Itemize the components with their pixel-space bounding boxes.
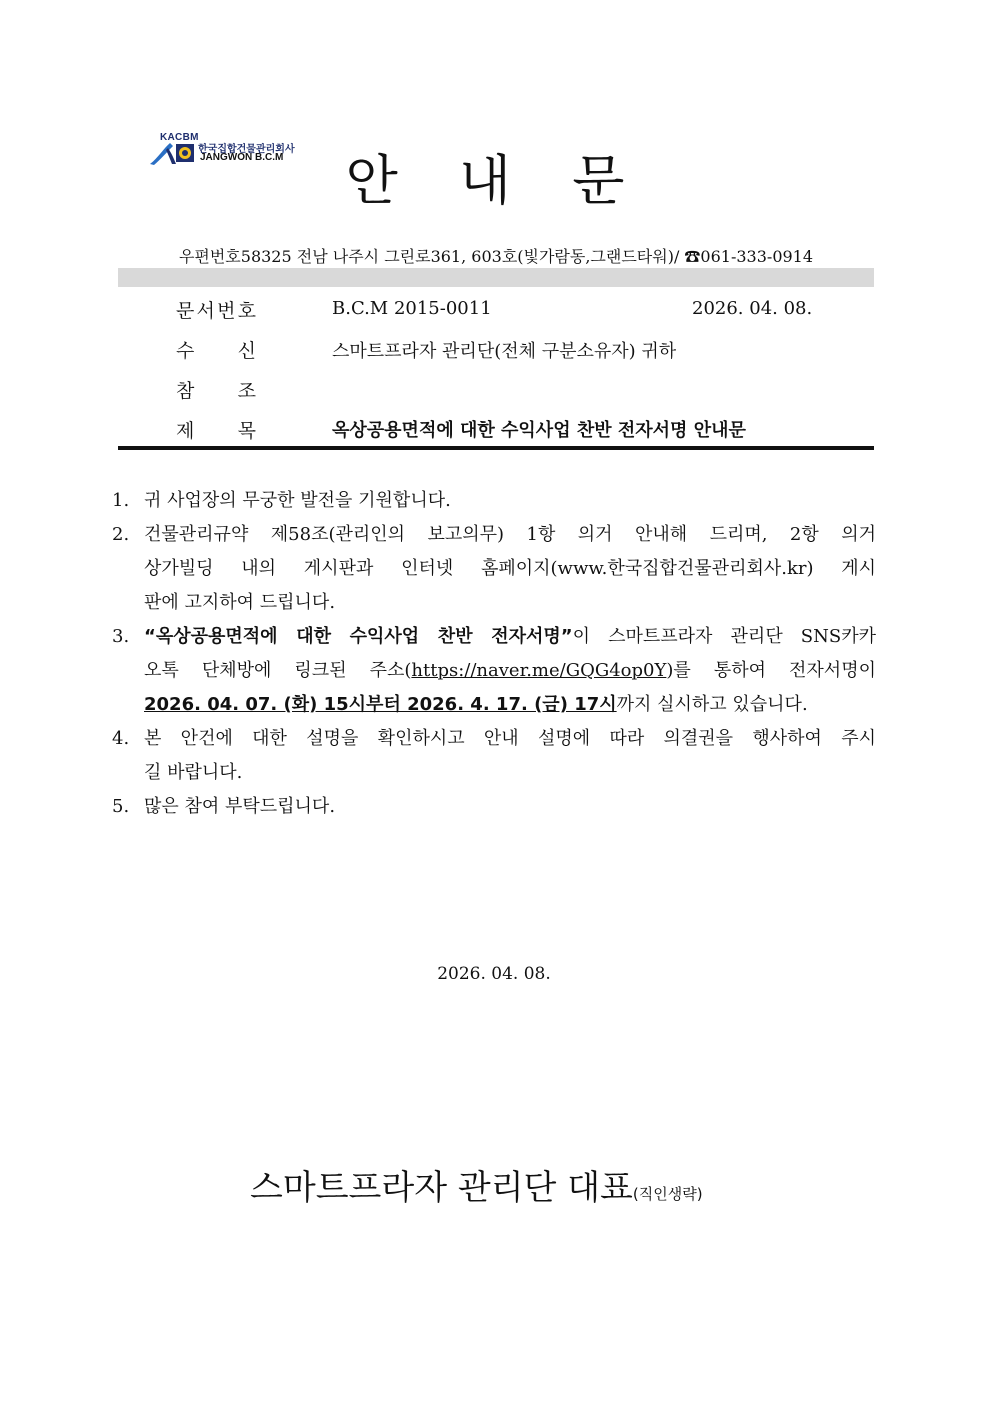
item-text: 오톡 단체방에 링크된 주소(https://naver.me/GQG4op0Y)를 통하여 전자서명이 xyxy=(144,660,876,681)
signature-name: 스마트프라자 관리단 대표 xyxy=(250,1168,633,1208)
list-item xyxy=(112,790,876,824)
item-text: 상가빌딩 내의 게시판과 인터넷 홈페이지(www.한국집합건물관리회사.kr) 게시 xyxy=(144,558,876,579)
signature xyxy=(250,1160,703,1209)
doc-date: 2026. 04. 08. xyxy=(692,298,813,319)
item-text: 건물관리규약 제58조(관리인의 보고의무) 1항 의거 안내해 드리며, 2항 의거 xyxy=(144,524,876,545)
list-item xyxy=(112,484,876,518)
item-text: 귀 사업장의 무궁한 발전을 기원합니다. xyxy=(144,490,451,511)
seal-note: (직인생략) xyxy=(632,1185,703,1203)
item-text: 본 안건에 대한 설명을 확인하시고 안내 설명에 따라 의결권을 행사하여 주시 xyxy=(144,728,876,749)
item-text: “옥상공용면적에 대한 수익사업 찬반 전자서명”이 스마트프라자 관리단 SNS카카 xyxy=(144,626,876,647)
vote-link[interactable]: https://naver.me/GQG4op0Y xyxy=(411,660,667,681)
list-item xyxy=(112,722,876,790)
header-band xyxy=(118,268,874,287)
list-item xyxy=(112,518,876,620)
item-number: 1. xyxy=(112,490,130,511)
reference-label: 참 조 xyxy=(176,380,256,402)
subject-label: 제 목 xyxy=(176,420,256,442)
vote-period: 2026. 04. 07. (화) 15시부터 2026. 4. 17. (금) 17시 xyxy=(144,694,617,715)
doc-number: B.C.M 2015-0011 xyxy=(332,298,492,319)
document-title: 안 내 문 xyxy=(345,149,647,212)
item-number: 4. xyxy=(112,728,130,749)
vote-title-quote: “옥상공용면적에 대한 수익사업 찬반 전자서명” xyxy=(144,626,573,647)
item-text: 많은 참여 부탁드립니다. xyxy=(144,796,336,817)
item-text: 2026. 04. 07. (화) 15시부터 2026. 4. 17. (금) 17시까지 실시하고 있습니다. xyxy=(144,694,808,715)
doc-number-label: 문 서 번 호 xyxy=(176,300,256,322)
sender-address: 우편번호58325 전남 나주시 그린로361, 603호(빛가람동,그랜드타워)/ ☎061-333-0914 xyxy=(178,247,814,266)
logo-korean-name: 한국집합건물관리회사 xyxy=(198,144,295,155)
item-text: 판에 고지하여 드립니다. xyxy=(144,592,336,613)
list-item xyxy=(112,620,876,722)
footer-date: 2026. 04. 08. xyxy=(437,964,551,984)
subject: 옥상공용면적에 대한 수익사업 찬반 전자서명 안내문 xyxy=(332,420,746,441)
item-number: 5. xyxy=(112,796,130,817)
item-number: 2. xyxy=(112,524,130,545)
recipient: 스마트프라자 관리단(전체 구분소유자) 귀하 xyxy=(332,341,677,362)
logo-english-name: JANGWON B.C.M xyxy=(200,152,284,163)
logo-acronym: KACBM xyxy=(160,132,199,143)
item-number: 3. xyxy=(112,626,130,647)
header-divider xyxy=(118,446,874,450)
recipient-label: 수 신 xyxy=(176,340,256,362)
item-text: 길 바랍니다. xyxy=(144,762,243,783)
notice-body xyxy=(112,484,876,824)
